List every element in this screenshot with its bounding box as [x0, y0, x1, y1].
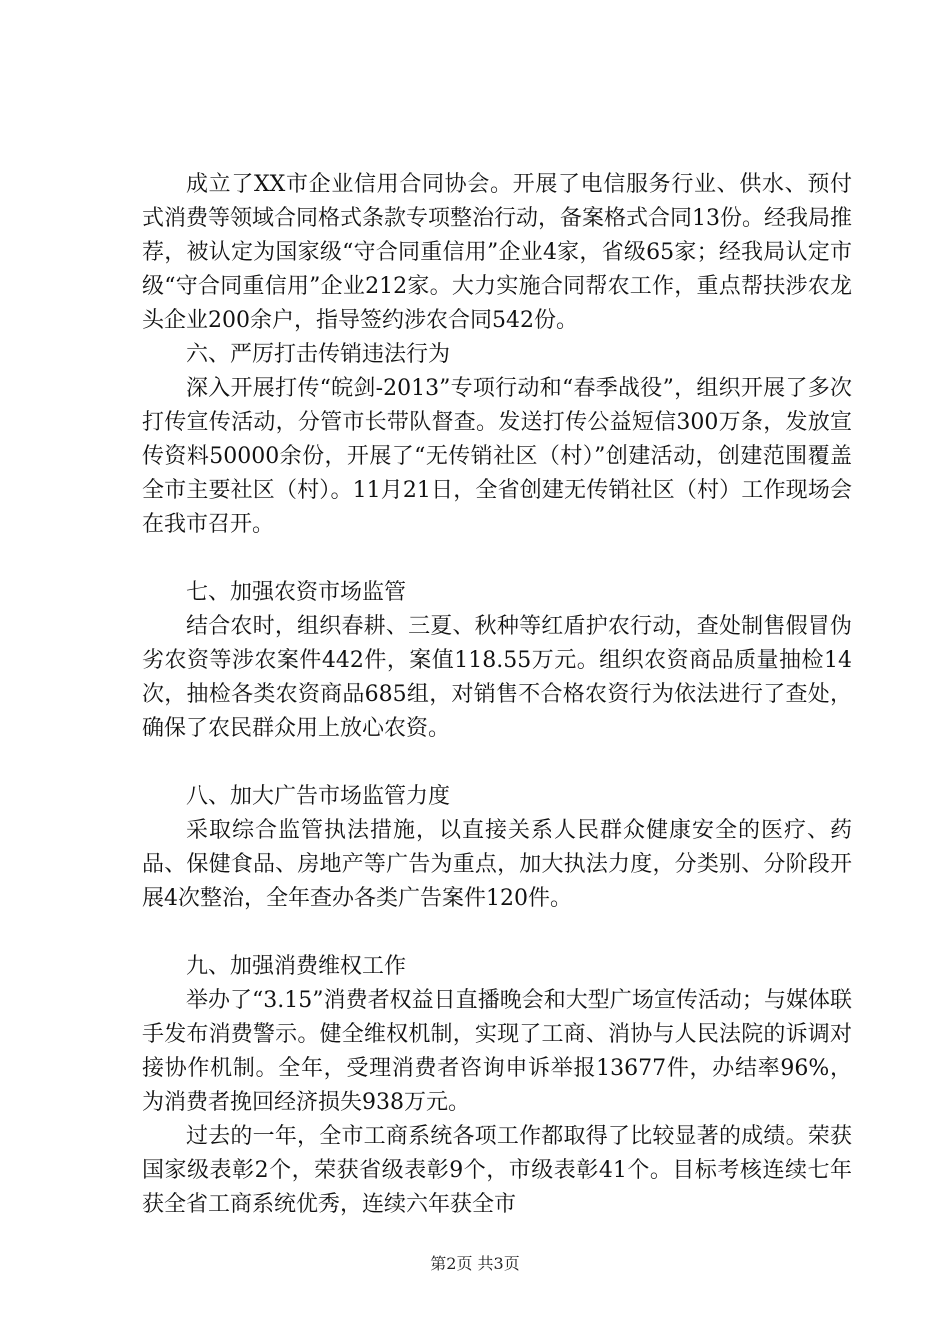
paragraph-consumer-rights: 举办了“3.15”消费者权益日直播晚会和大型广场宣传活动；与媒体联手发布消费警示。健全维权机制，实现了工商、消协与人民法院的诉调对接协作机制。全年，受理消费者咨询申诉举报13677件，办结率96%，为消费者挽回经济损失938万元。: [142, 988, 852, 1115]
paragraph-spacer: [142, 916, 852, 950]
paragraph-contract-association: 成立了XX市企业信用合同协会。开展了电信服务行业、供水、预付式消费等领域合同格式条款专项整治行动，备案格式合同13份。经我局推荐，被认定为国家级“守合同重信用”企业4家，省级65家；经我局认定市级“守合同重信用”企业212家。大力实施合同帮农工作，重点帮扶涉农龙头企业200余户，指导签约涉农合同542份。: [142, 172, 852, 333]
paragraph-agricultural-supplies: 结合农时，组织春耕、三夏、秋种等红盾护农行动，查处制售假冒伪劣农资等涉农案件442件，案值118.55万元。组织农资商品质量抽检14次，抽检各类农资商品685组，对销售不合格农资行为依法进行了查处，确保了农民群众用上放心农资。: [142, 614, 852, 741]
page-number-footer: 第2页 共3页: [430, 1254, 520, 1273]
paragraph-spacer: [142, 542, 852, 576]
paragraph-annual-summary: 过去的一年，全市工商系统各项工作都取得了比较显著的成绩。荣获国家级表彰2个，荣获省级表彰9个，市级表彰41个。目标考核连续七年获全省工商系统优秀，连续六年获全市: [142, 1124, 852, 1217]
document-body: [142, 168, 852, 1222]
section-heading-8: 八、加大广告市场监管力度: [186, 784, 451, 809]
paragraph-spacer: [142, 746, 852, 780]
paragraph-advertising-supervision: 采取综合监管执法措施，以直接关系人民群众健康安全的医疗、药品、保健食品、房地产等广告为重点，加大执法力度，分类别、分阶段开展4次整治，全年查办各类广告案件120件。: [142, 818, 852, 911]
section-heading-7: 七、加强农资市场监管: [186, 580, 407, 605]
section-heading-9: 九、加强消费维权工作: [186, 954, 407, 979]
paragraph-anti-pyramid-selling: 深入开展打传“皖剑-2013”专项行动和“春季战役”，组织开展了多次打传宣传活动，分管市长带队督查。发送打传公益短信300万条，发放宣传资料50000余份，开展了“无传销社区（村）”创建活动，创建范围覆盖全市主要社区（村）。11月21日，全省创建无传销社区（村）工作现场会在我市召开。: [142, 376, 852, 537]
section-heading-6: 六、严厉打击传销违法行为: [186, 342, 451, 367]
